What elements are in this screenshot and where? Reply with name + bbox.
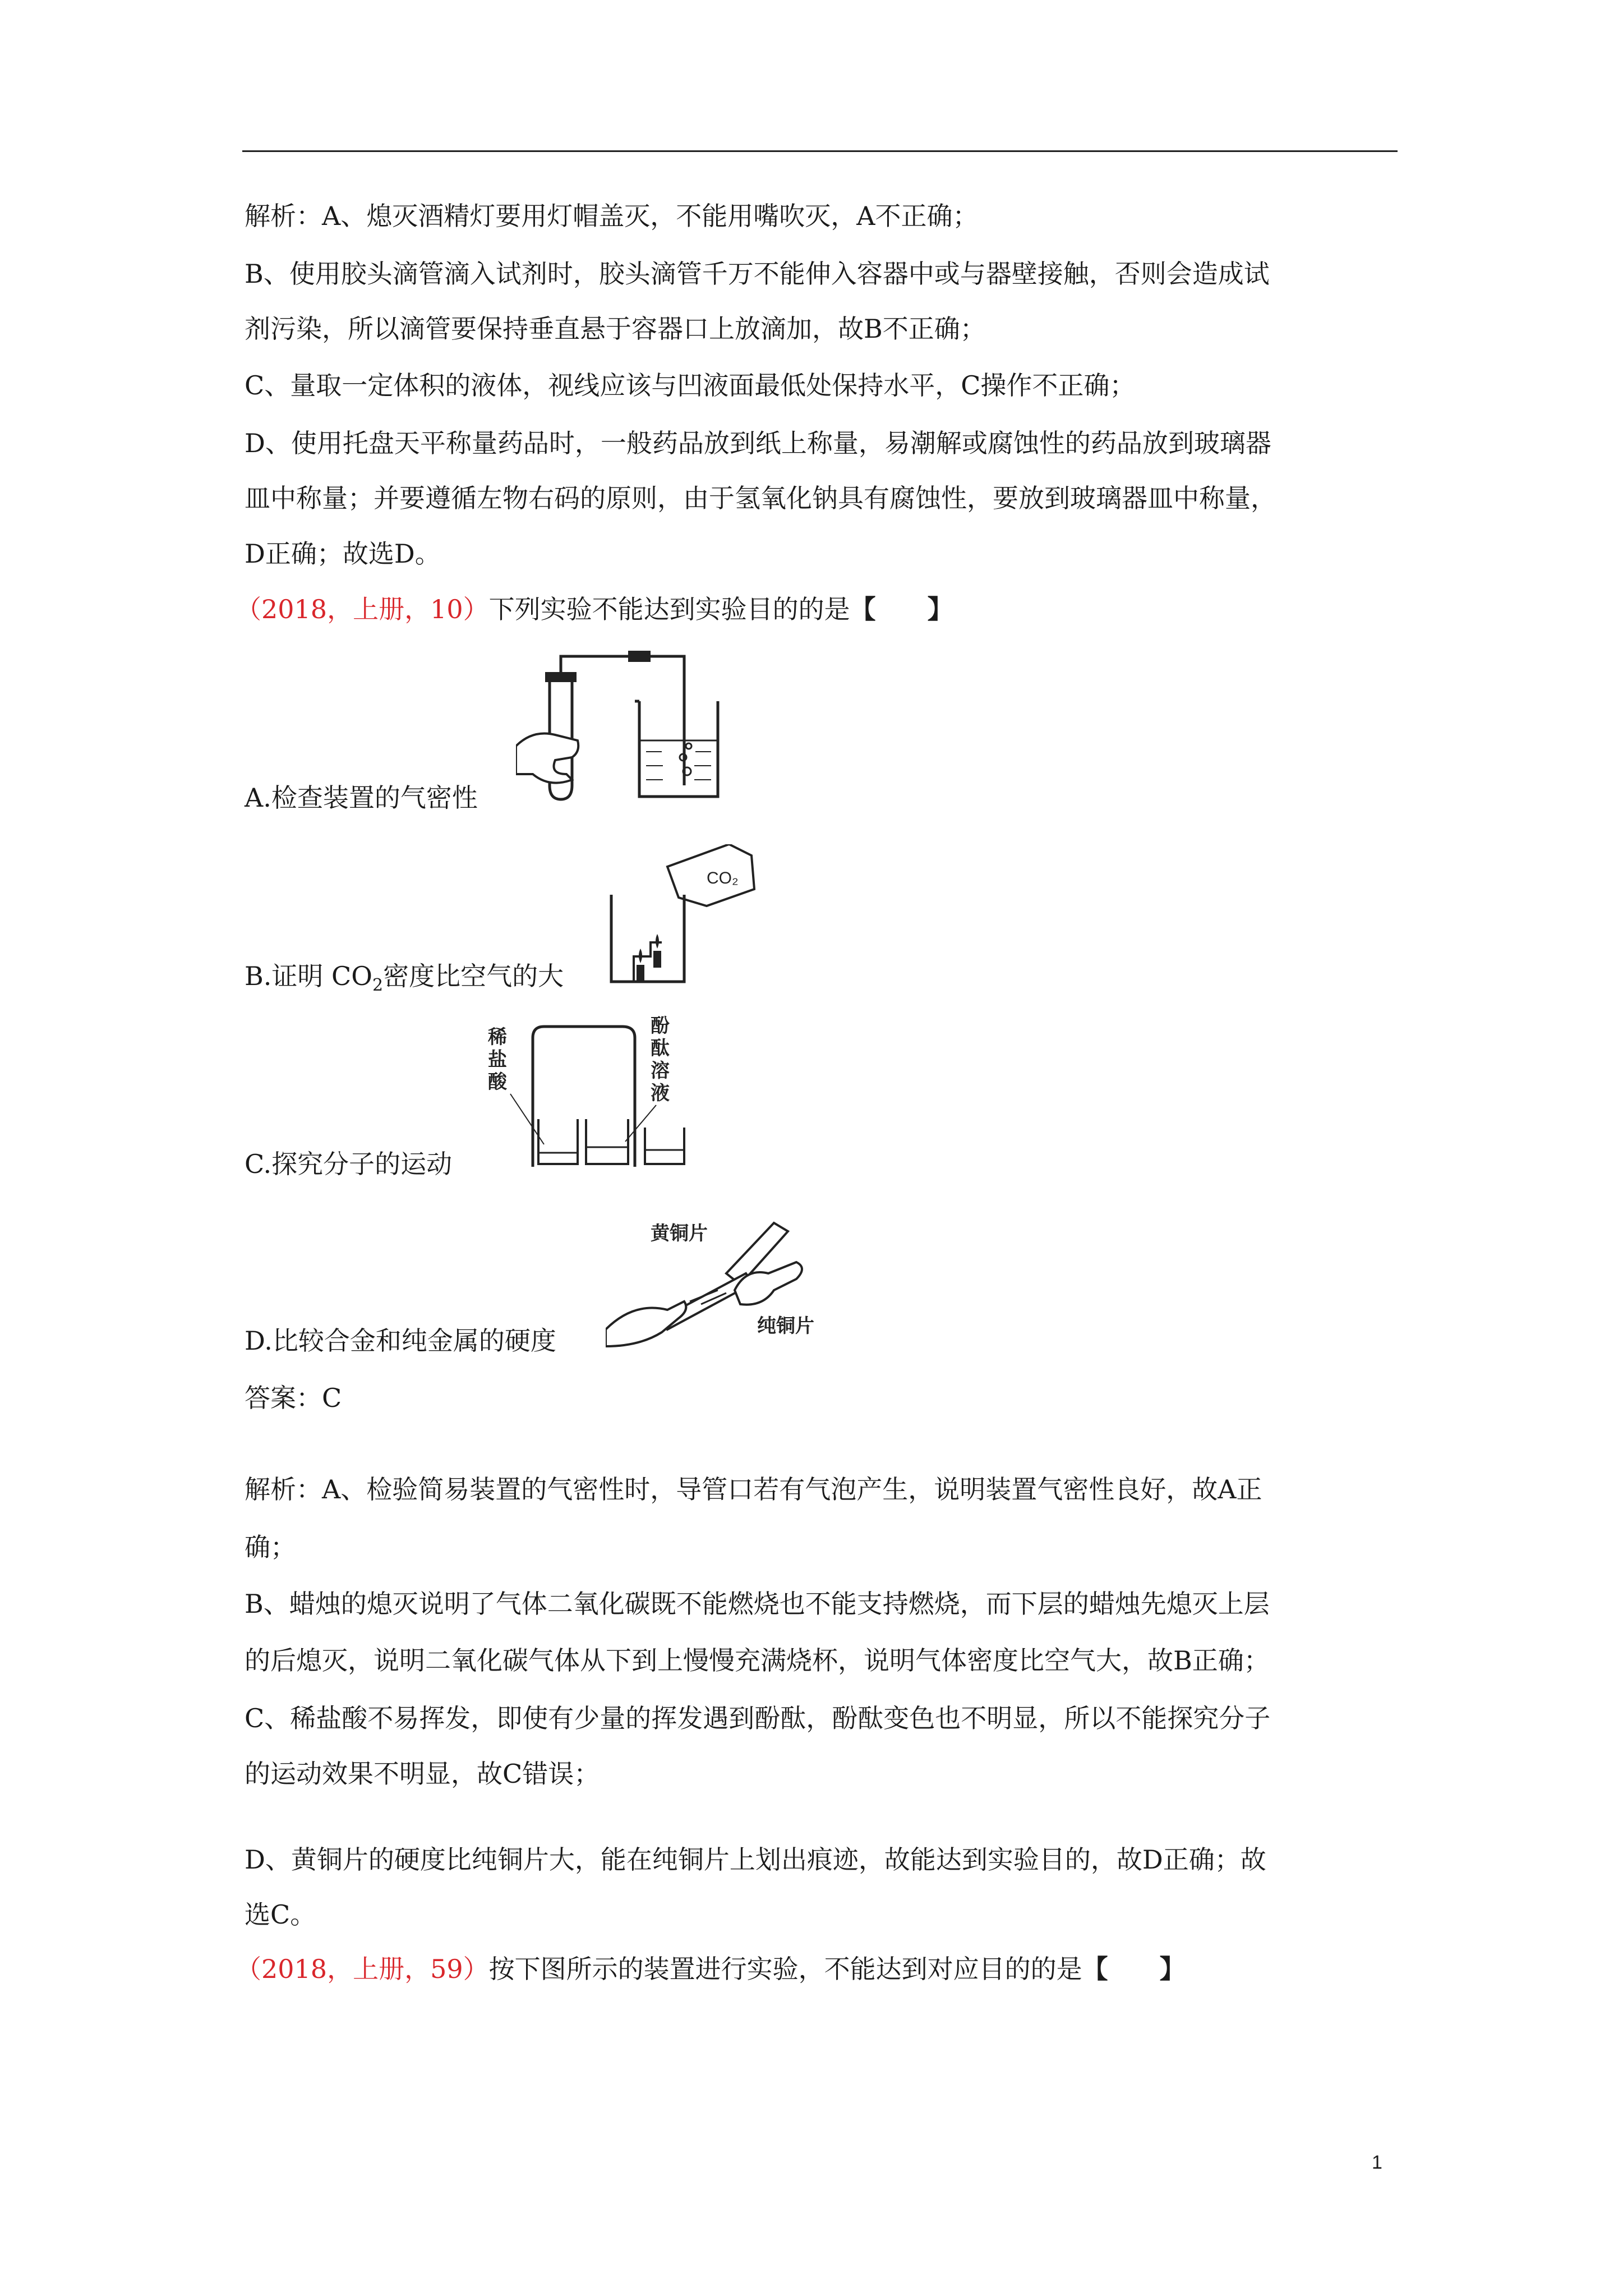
analysis-line: C、量取一定体积的液体，视线应该与凹液面最低处保持水平，C操作不正确；: [245, 370, 1136, 401]
analysis-line: 解析：A、检验简易装置的气密性时，导管口若有气泡产生，说明装置气密性良好，故A正: [245, 1474, 1262, 1504]
svg-text:酞: 酞: [651, 1037, 670, 1060]
svg-text:液: 液: [651, 1082, 670, 1105]
co2-label: CO₂: [707, 869, 739, 887]
analysis-line: D、使用托盘天平称量药品时，一般药品放到纸上称量，易潮解或腐蚀性的药品放到玻璃器: [245, 428, 1271, 458]
option-b: B.证明 $CO_2$密度比空气的大: [245, 961, 564, 996]
svg-text:溶: 溶: [651, 1060, 670, 1082]
header-rule: [242, 150, 1398, 152]
option-c: C.探究分子的运动: [245, 1149, 453, 1179]
analysis-line: B、使用胶头滴管滴入试剂时，胶头滴管千万不能伸入容器中或与器壁接触，否则会造成试: [245, 259, 1270, 289]
analysis-line: C、稀盐酸不易挥发，即使有少量的挥发遇到酚酞，酚酞变色也不明显，所以不能探究分子: [245, 1703, 1271, 1733]
analysis-line: 确；: [245, 1532, 296, 1562]
option-d: D.比较合金和纯金属的硬度: [245, 1326, 556, 1356]
analysis-line: 的后熄灭，说明二氧化碳气体从下到上慢慢充满烧杯，说明气体密度比空气大，故B正确；: [245, 1645, 1270, 1676]
question-stem: [236, 592, 953, 626]
svg-text:酚: 酚: [651, 1015, 670, 1037]
analysis-line: D、黄铜片的硬度比纯铜片大，能在纯铜片上划出痕迹，故能达到实验目的，故D正确；故: [245, 1844, 1266, 1875]
figure-airtightness-check: [516, 645, 729, 805]
svg-text:酸: 酸: [488, 1071, 507, 1093]
analysis-line: 选C。: [245, 1899, 316, 1930]
question-source: （2018，上册，59）: [236, 1954, 489, 1984]
analysis-line: 解析：A、熄灭酒精灯要用灯帽盖灭，不能用嘴吹灭，A不正确；: [245, 201, 979, 231]
page-number: 1: [1372, 2152, 1382, 2173]
question-stem: [236, 1952, 1186, 1986]
analysis-line: 皿中称量；并要遵循左物右码的原则，由于氢氧化钠具有腐蚀性，要放到玻璃器皿中称量，: [245, 483, 1276, 513]
analysis-line: D正确；故选D。: [245, 539, 441, 569]
analysis-line: 的运动效果不明显，故C错误；: [245, 1759, 600, 1789]
question-source: （2018，上册，10）: [236, 594, 489, 624]
answer: 答案：C: [245, 1383, 342, 1413]
svg-text:盐: 盐: [488, 1048, 507, 1071]
figure-molecular-motion: [488, 1015, 695, 1175]
copper-label: 纯铜片: [757, 1315, 814, 1337]
analysis-line: 剂污染，所以滴管要保持垂直悬于容器口上放滴加，故B不正确；: [245, 314, 986, 344]
question-text: 按下图所示的装置进行实验，不能达到对应目的的是: [488, 1954, 1082, 1984]
answer-bracket: 【 】: [850, 594, 953, 624]
option-a: A.检查装置的气密性: [245, 783, 478, 813]
figure-co2-density: [600, 844, 757, 990]
svg-text:稀: 稀: [488, 1026, 507, 1048]
question-text: 下列实验不能达到实验目的的是: [488, 594, 850, 624]
answer-bracket: 【 】: [1082, 1954, 1186, 1984]
brass-label: 黄铜片: [651, 1222, 708, 1245]
figure-alloy-hardness: [606, 1212, 830, 1352]
analysis-line: B、蜡烛的熄灭说明了气体二氧化碳既不能燃烧也不能支持燃烧，而下层的蜡烛先熄灭上层: [245, 1589, 1270, 1619]
